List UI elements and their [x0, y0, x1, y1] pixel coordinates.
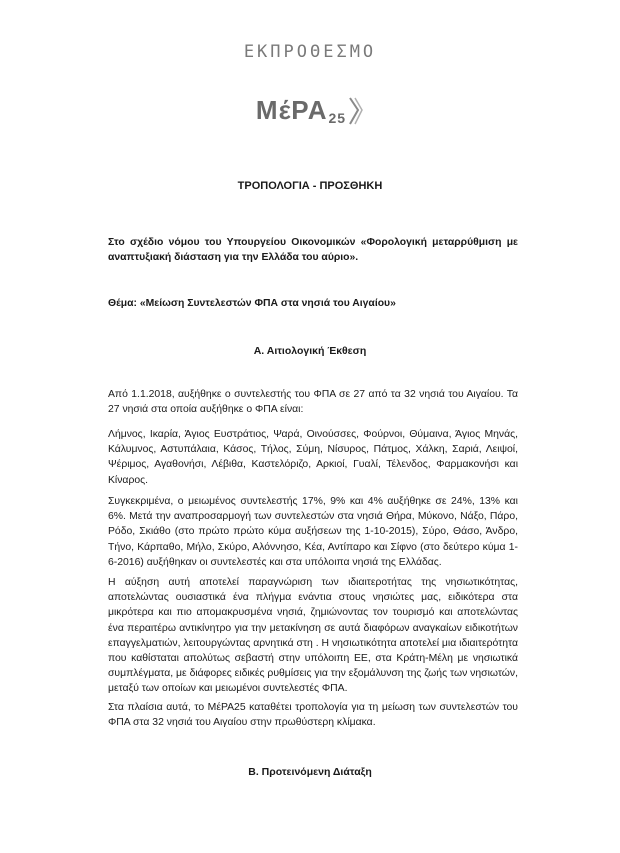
section-a-heading: Α. Αιτιολογική Έκθεση	[253, 345, 367, 357]
mera25-logo	[0, 95, 620, 126]
paragraph-rates: Συγκεκριμένα, ο μειωμένος συντελεστής 17%, 9% και 4% αυξήθηκε σε 24%, 13% και 6%. Μετά την αναπροσαρμογή των συντελεστών στα νησιά Θήρα, Μύκονο, Νάξο, Πάρο, Ρόδο, Σκιάθο (στο πρώτο πρώτο κύμα αυξήσεων της 1-10-2015), Σύρο, Θάσο, Άνδρο, Τήνο, Κάρπαθο, Μήλο, Σκύρο, Αλόννησο, Κέα, Αντίπαρο και Σίφνο (στο δεύτερο κύμα 1-6-2016) αυξήθηκαν οι συντελεστές και στα υπόλοιπα νησιά της Ελλάδας.	[108, 496, 518, 568]
logo-suffix: 25	[328, 110, 347, 126]
paragraph-intro: Από 1.1.2018, αυξήθηκε ο συντελεστής του ΦΠΑ σε 27 από τα 32 νησιά του Αιγαίου. Τα 27 νησιά στα οποία αυξήθηκε ο ΦΠΑ είναι:	[108, 389, 518, 416]
document-title: ΤΡΟΠΟΛΟΓΙΑ - ΠΡΟΣΘΗΚΗ	[237, 180, 383, 192]
paragraph-insularity: Η αύξηση αυτή αποτελεί παραγνώριση των ιδιαιτεροτήτας της νησιωτικότητας, αποτελώντας ουσιαστικά ένα πλήγμα ενάντια στους νησιώτες μας, ειδικότερα στα μικρότερα και πιο απομακρυσμένα νησιά, ζημιώνοντας τον τουρισμό και αποτελώντας ένα περαιτέρω αντικίνητρο για την μετακίνηση σε αυτά διαφόρων αναγκαίων ειδικοτήτων επαγγελματιών, λειτουργώντας αρνητικά στη . Η νησιωτικότητα αποτελεί μια ιδιαιτερότητα που καθίσταται απολύτως σεβαστή στην υπόλοιπη ΕΕ, στα Κράτη-Μέλη με νησιωτικά συμπλέγματα, με διάφορες ειδικές ρυθμίσεις για την εξομάλυνση της ζωής των νησιωτών, μεταξύ των οποίων και μειωμένοι συντελεστές ΦΠΑ.	[108, 577, 518, 695]
section-b-heading: Β. Προτεινόμενη Διάταξη	[248, 766, 372, 778]
overdue-stamp: ΕΚΠΡΟΘΕΣΜΟ	[243, 42, 377, 62]
subject-line: Θέμα: «Μείωση Συντελεστών ΦΠΑ στα νησιά του Αιγαίου»	[108, 298, 396, 309]
paragraph-islands-list: Λήμνος, Ικαρία, Άγιος Ευστράτιος, Ψαρά, Οινούσσες, Φούρνοι, Θύμαινα, Άγιος Μηνάς, Κάλυμνος, Αστυπάλαια, Κάσος, Τήλος, Σύμη, Νίσυρος, Πάτμος, Χάλκη, Σαριά, Λειψοί, Ψέριμος, Αγαθονήσι, Λέβιθα, Καστελόριζο, Αρκιοί, Γυαλί, Τέλενδος, Φαρμακονήσι και Κίναρος.	[108, 429, 518, 486]
logo-name: ΜέΡΑ	[255, 95, 328, 125]
logo-mark-icon	[348, 96, 364, 126]
paragraph-proposal: Στα πλαίσια αυτά, το ΜέΡΑ25 καταθέτει τροπολογία για τη μείωση των συντελεστών του ΦΠΑ στα 32 νησιά του Αιγαίου στην πρωθύστερη κλίμακα.	[108, 702, 518, 729]
bill-reference: Στο σχέδιο νόμου του Υπουργείου Οικονομικών «Φορολογική μεταρρύθμιση με αναπτυξιακή διάσταση για την Ελλάδα του αύριο».	[108, 237, 518, 264]
